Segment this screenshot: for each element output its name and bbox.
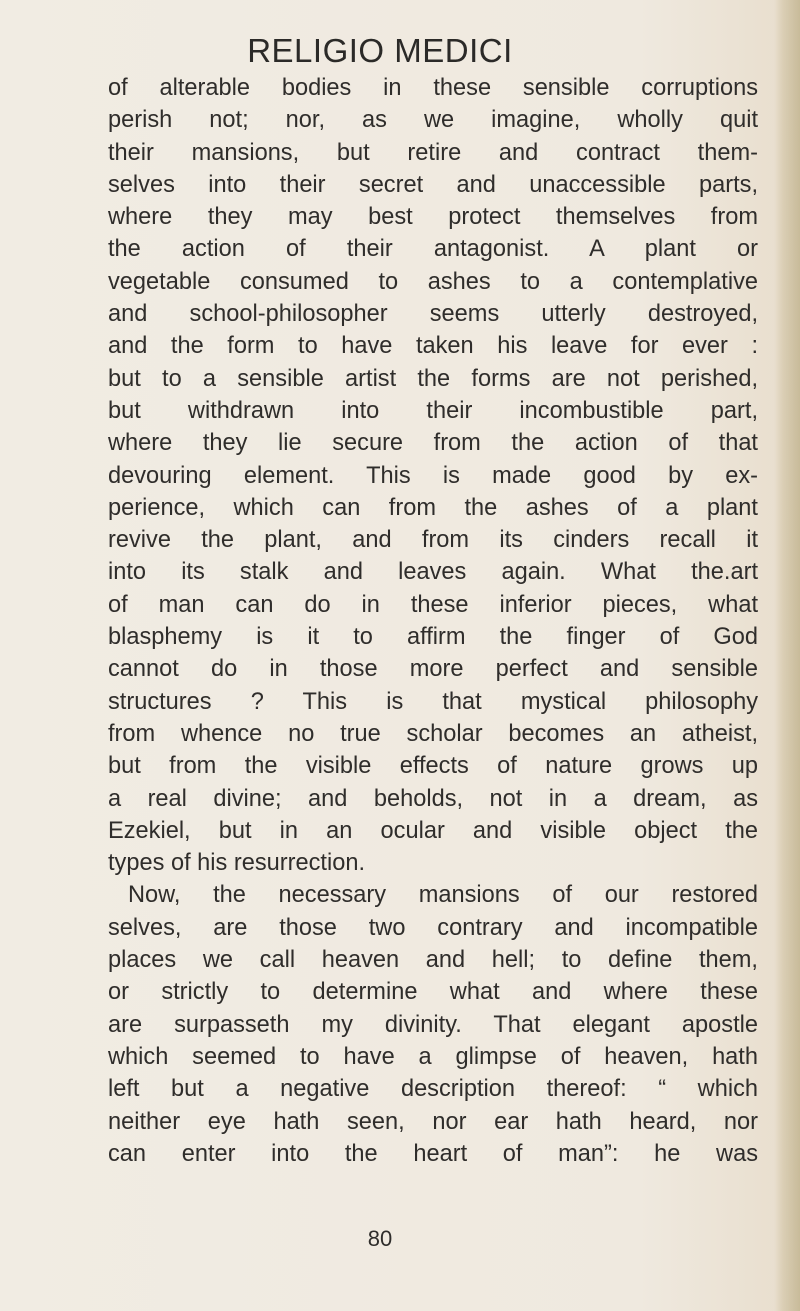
text-line: but to a sensible artist the forms are not perished,	[108, 365, 758, 392]
text-line: devouring element. This is made good by ex-	[108, 462, 758, 489]
text-line: blasphemy is it to affirm the finger of God	[108, 624, 758, 651]
text-line: perience, which can from the ashes of a plant	[108, 494, 758, 521]
text-line: or strictly to determine what and where these	[108, 979, 758, 1006]
text-line: and the form to have taken his leave for ever :	[108, 333, 758, 360]
text-line: cannot do in those more perfect and sensible	[108, 656, 758, 683]
text-line: structures ? This is that mystical philosophy	[108, 688, 758, 715]
text-line: of man can do in these inferior pieces, what	[108, 591, 758, 618]
text-line: a real divine; and beholds, not in a dream, as	[108, 785, 758, 812]
running-title: RELIGIO MEDICI	[247, 32, 513, 69]
text-line: which seemed to have a glimpse of heaven, hath	[108, 1043, 758, 1070]
text-line: and school-philosopher seems utterly destroyed,	[108, 301, 758, 328]
paragraph-start-line: Now, the necessary mansions of our restored	[128, 882, 758, 909]
text-line: selves into their secret and unaccessible parts,	[108, 171, 758, 198]
text-line: where they lie secure from the action of that	[108, 430, 758, 457]
text-line: but from the visible effects of nature grows up	[108, 753, 758, 780]
page-number: 80	[367, 1226, 393, 1251]
text-line: perish not; nor, as we imagine, wholly quit	[108, 107, 758, 134]
page-edge-shadow	[774, 0, 800, 1311]
text-line: revive the plant, and from its cinders recall it	[108, 527, 758, 554]
body-text	[108, 72, 758, 1170]
text-line: selves, are those two contrary and incompatible	[108, 914, 758, 941]
text-line: from whence no true scholar becomes an atheist,	[108, 720, 758, 747]
text-line: of alterable bodies in these sensible corruptions	[108, 75, 758, 101]
text-line: left but a negative description thereof: “ which	[108, 1076, 758, 1103]
text-line: Ezekiel, but in an ocular and visible object the	[108, 817, 758, 844]
text-line: places we call heaven and hell; to define them,	[108, 947, 758, 974]
text-line: neither eye hath seen, nor ear hath heard, nor	[108, 1108, 758, 1135]
text-line: into its stalk and leaves again. What the.art	[108, 559, 758, 586]
text-line: but withdrawn into their incombustible part,	[108, 397, 758, 424]
text-line: vegetable consumed to ashes to a contemplative	[108, 268, 758, 295]
paragraph-end-line: types of his resurrection.	[108, 850, 366, 877]
text-line: are surpasseth my divinity. That elegant apostle	[108, 1011, 758, 1038]
text-line: can enter into the heart of man”: he was	[108, 1140, 758, 1167]
text-line: where they may best protect themselves from	[108, 204, 758, 231]
text-line: the action of their antagonist. A plant or	[108, 236, 758, 263]
text-line: their mansions, but retire and contract them-	[108, 139, 758, 166]
